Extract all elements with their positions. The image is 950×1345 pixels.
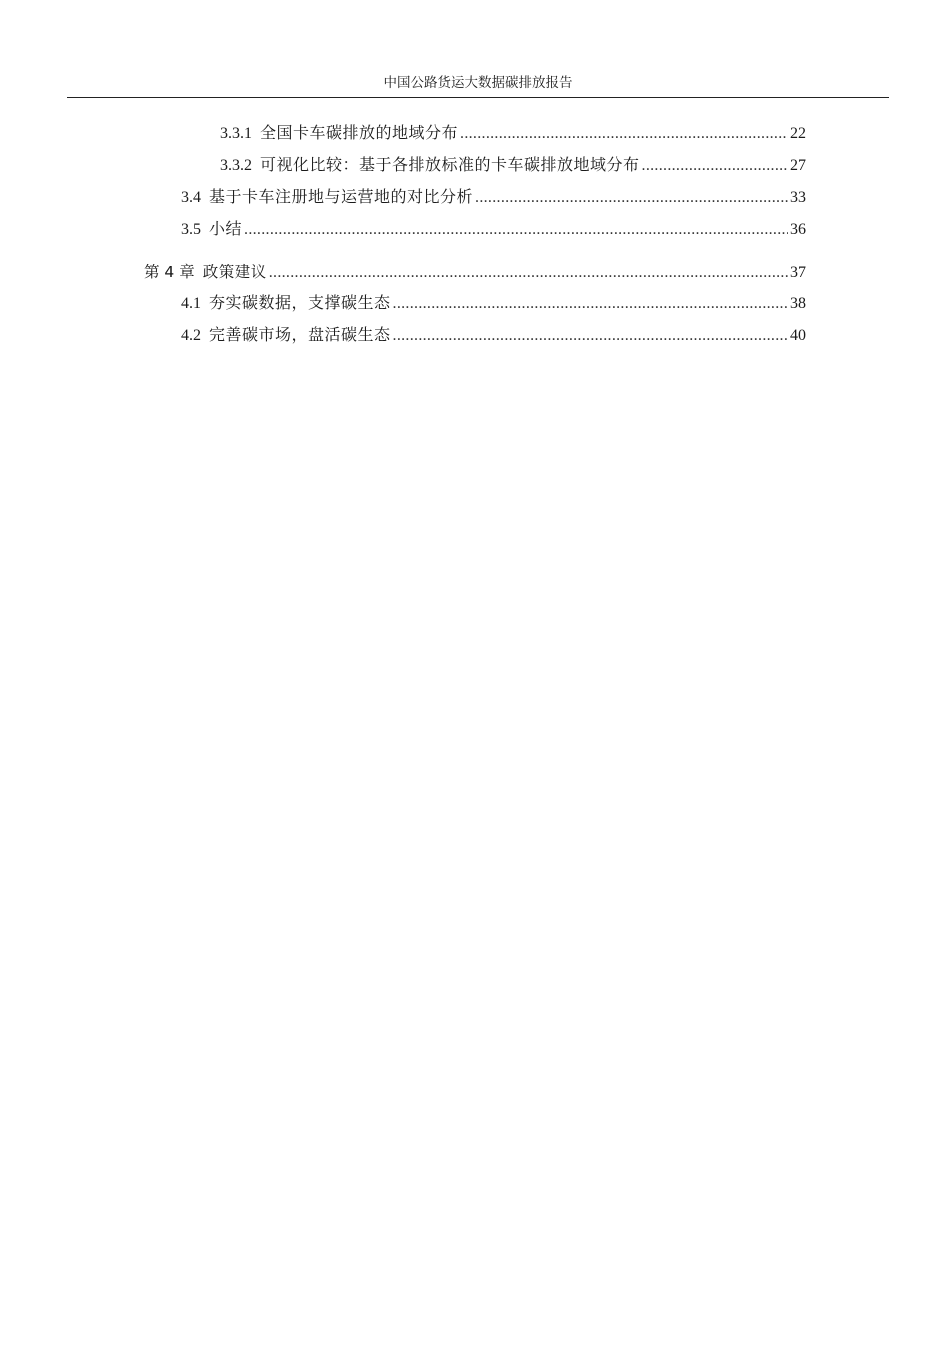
toc-entry-3-3-1[interactable]	[220, 122, 806, 146]
toc-entry-4-1[interactable]	[181, 292, 806, 316]
running-header	[67, 72, 889, 98]
toc-entry-page: 22	[790, 125, 806, 142]
toc-entry-title: 夯实碳数据，支撑碳生态	[209, 295, 391, 312]
toc-dot-leader	[393, 292, 788, 316]
toc-dot-leader	[269, 261, 788, 285]
toc-entry-number: 3.3.2	[220, 157, 252, 174]
toc-entry-page: 38	[790, 295, 806, 312]
toc-entry-page: 36	[790, 221, 806, 238]
toc-entry-3-3-2[interactable]	[220, 154, 806, 178]
toc-entry-number: 3.5	[181, 221, 201, 238]
running-header-title: 中国公路货运大数据碳排放报告	[383, 75, 573, 91]
toc-entry-title: 基于卡车注册地与运营地的对比分析	[209, 189, 474, 206]
toc-entry-number: 3.3.1	[220, 125, 252, 142]
toc-entry-chapter-4[interactable]	[144, 260, 806, 284]
toc-dot-leader	[244, 218, 788, 242]
toc-entry-title: 全国卡车碳排放的地域分布	[260, 125, 459, 142]
toc-dot-leader	[475, 186, 788, 210]
toc-entry-page: 33	[790, 189, 806, 206]
toc-entry-number: 4.1	[181, 295, 201, 312]
toc-entry-number: 3.4	[181, 189, 201, 206]
toc-entry-3-5[interactable]	[181, 218, 806, 242]
toc-entry-title: 可视化比较：基于各排放标准的卡车碳排放地域分布	[260, 157, 640, 174]
toc-dot-leader	[393, 324, 788, 348]
toc-entry-number: 第 4 章	[144, 263, 195, 281]
toc-entry-page: 27	[790, 157, 806, 174]
toc-entry-page: 37	[790, 264, 806, 281]
toc-entry-title: 完善碳市场，盘活碳生态	[209, 327, 391, 344]
toc-entry-title: 小结	[209, 221, 243, 238]
toc-entry-title: 政策建议	[202, 263, 267, 281]
toc-entry-3-4[interactable]	[181, 186, 806, 210]
toc-dot-leader	[642, 154, 788, 178]
toc-entry-4-2[interactable]	[181, 324, 806, 348]
toc-dot-leader	[460, 122, 788, 146]
toc-entry-number: 4.2	[181, 327, 201, 344]
toc-entry-page: 40	[790, 327, 806, 344]
